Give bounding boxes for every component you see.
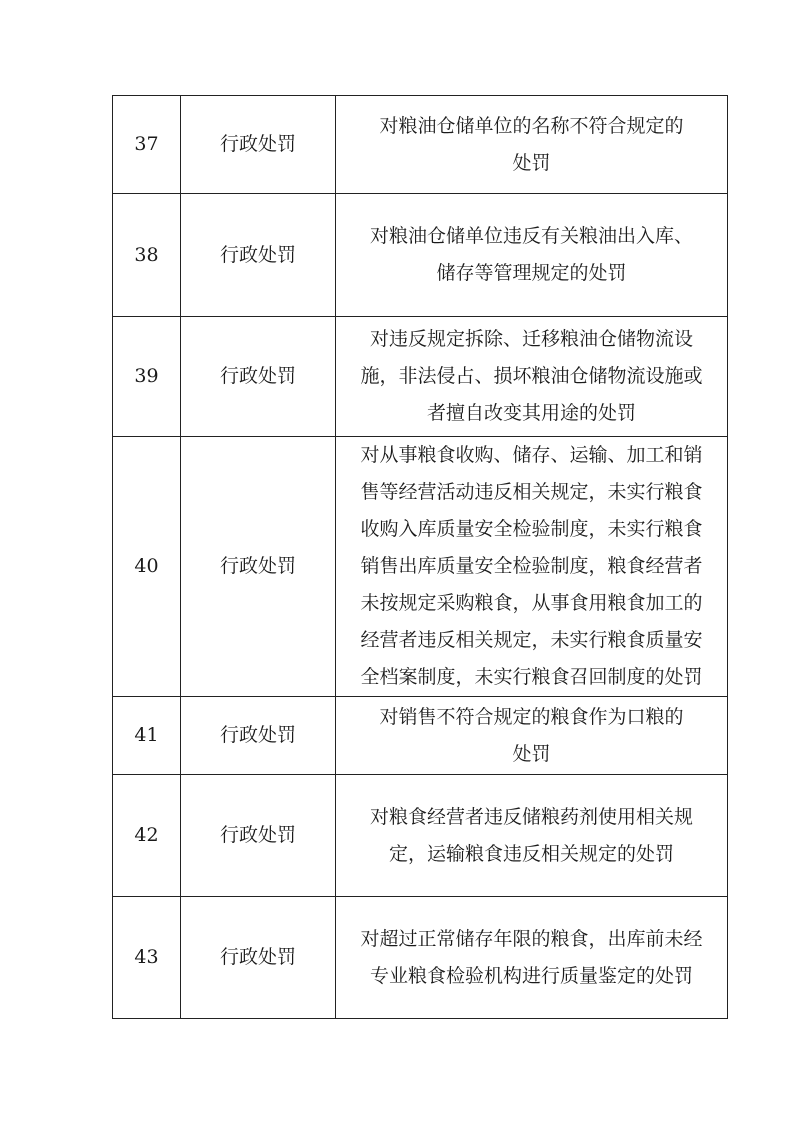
row-description bbox=[336, 897, 728, 1019]
table-row bbox=[113, 96, 728, 194]
row-number: 38 bbox=[113, 194, 181, 317]
row-number: 40 bbox=[113, 437, 181, 697]
description-line: 对粮油仓储单位违反有关粮油出入库、 bbox=[369, 225, 693, 247]
row-category: 行政处罚 bbox=[181, 775, 336, 897]
description-line: 施，非法侵占、损坏粮油仓储物流设施或 bbox=[360, 365, 703, 387]
description-line: 收购入库质量安全检验制度，未实行粮食 bbox=[360, 518, 703, 540]
row-number: 41 bbox=[113, 697, 181, 775]
row-number: 37 bbox=[113, 96, 181, 194]
row-category: 行政处罚 bbox=[181, 317, 336, 437]
description-line: 未按规定采购粮食，从事食用粮食加工的 bbox=[360, 592, 703, 614]
table-row bbox=[113, 194, 728, 317]
description-line: 对粮食经营者违反储粮药剂使用相关规 bbox=[369, 805, 693, 828]
description-line: 定，运输粮食违反相关规定的处罚 bbox=[388, 842, 674, 865]
row-description bbox=[336, 317, 728, 437]
row-number: 39 bbox=[113, 317, 181, 437]
row-description bbox=[336, 697, 728, 775]
row-category: 行政处罚 bbox=[181, 697, 336, 775]
row-description bbox=[336, 96, 728, 194]
table-row bbox=[113, 317, 728, 437]
description-line: 处罚 bbox=[512, 742, 551, 765]
description-line: 专业粮食检验机构进行质量鉴定的处罚 bbox=[369, 964, 693, 987]
row-category: 行政处罚 bbox=[181, 897, 336, 1019]
row-number: 42 bbox=[113, 775, 181, 897]
description-line: 对超过正常储存年限的粮食，出库前未经 bbox=[360, 927, 703, 950]
table-row bbox=[113, 775, 728, 897]
penalty-table bbox=[112, 95, 728, 1019]
row-description bbox=[336, 775, 728, 897]
description-line: 销售出库质量安全检验制度，粮食经营者 bbox=[360, 555, 703, 577]
description-line: 售等经营活动违反相关规定，未实行粮食 bbox=[360, 481, 703, 503]
row-category: 行政处罚 bbox=[181, 194, 336, 317]
row-category: 行政处罚 bbox=[181, 437, 336, 697]
description-line: 处罚 bbox=[512, 151, 551, 174]
table-row bbox=[113, 897, 728, 1019]
row-category: 行政处罚 bbox=[181, 96, 336, 194]
description-line: 对粮油仓储单位的名称不符合规定的 bbox=[379, 114, 684, 137]
description-line: 者擅自改变其用途的处罚 bbox=[426, 402, 636, 424]
description-line: 储存等管理规定的处罚 bbox=[436, 262, 627, 284]
description-line: 全档案制度，未实行粮食召回制度的处罚 bbox=[360, 666, 703, 688]
row-description bbox=[336, 194, 728, 317]
row-number: 43 bbox=[113, 897, 181, 1019]
description-line: 经营者违反相关规定，未实行粮食质量安 bbox=[360, 629, 703, 651]
row-description bbox=[336, 437, 728, 697]
description-line: 对销售不符合规定的粮食作为口粮的 bbox=[379, 705, 684, 728]
description-line: 对从事粮食收购、储存、运输、加工和销 bbox=[360, 444, 703, 466]
description-line: 对违反规定拆除、迁移粮油仓储物流设 bbox=[369, 328, 693, 350]
table-row bbox=[113, 697, 728, 775]
table-row bbox=[113, 437, 728, 697]
